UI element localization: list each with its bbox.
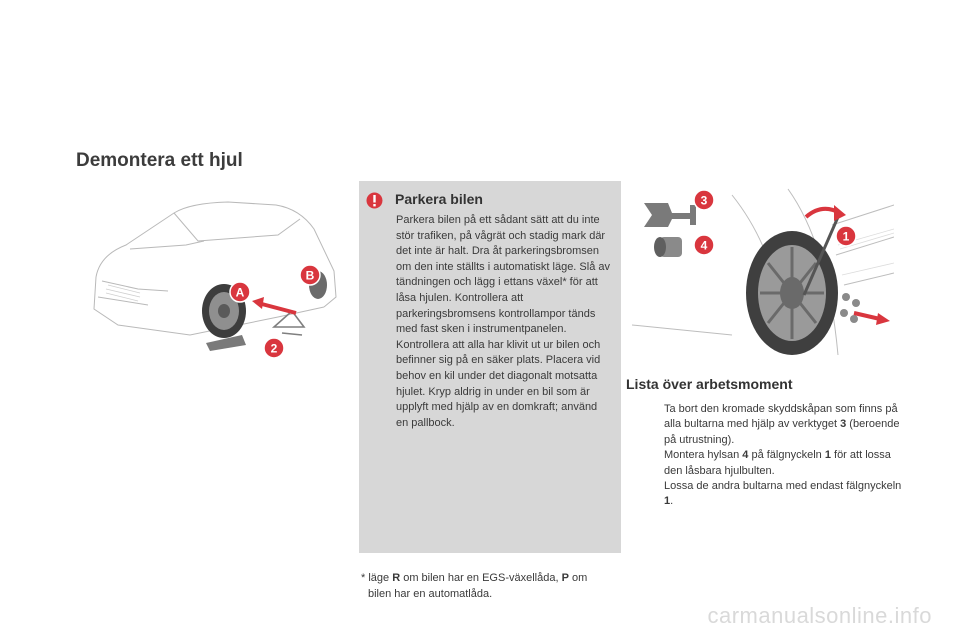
svg-text:2: 2 xyxy=(270,341,278,356)
step-text: för att lossa den låsbara hjulbulten. xyxy=(664,449,891,477)
warning-title: Parkera bilen xyxy=(395,191,483,207)
step-tool-ref: 3 xyxy=(840,418,847,431)
callout-b-icon xyxy=(300,265,320,285)
procedure-list xyxy=(626,402,908,510)
svg-text:B: B xyxy=(305,268,315,283)
svg-text:3: 3 xyxy=(700,193,708,208)
svg-text:1: 1 xyxy=(842,229,850,244)
footnote-gear-p: P xyxy=(561,572,569,584)
step-text: Montera hylsan xyxy=(664,449,743,462)
car-jack-illustration xyxy=(78,185,346,380)
step-text: . xyxy=(670,495,674,508)
watermark: carmanualsonline.info xyxy=(707,603,932,628)
step-tool-ref: 4 xyxy=(742,449,749,462)
callout-1-icon xyxy=(836,226,856,246)
list-item xyxy=(626,479,908,510)
callout-3-icon xyxy=(694,190,714,210)
step-text: Lossa de andra bultarna med endast fälgnyckeln xyxy=(664,480,902,493)
svg-text:4: 4 xyxy=(700,238,708,253)
step-text: (beroende på utrustning). xyxy=(664,418,900,446)
step-tool-ref: 1 xyxy=(664,495,671,508)
callout-a-icon xyxy=(230,282,250,302)
footnote-second-line: bilen har en automatlåda. xyxy=(368,587,493,600)
svg-text:A: A xyxy=(235,285,245,300)
list-item xyxy=(626,448,908,479)
warning-body: Parkera bilen på ett sådant sätt att du inte stör trafiken, på vågrät och stadig mark där det inte är halt. Dra åt parkeringsbromsen om den inte ställts i automatiskt läge. Slå av tändningen och lägg i ettans växel* för att låsa hjulen. Kontrollera att parkeringsbromsens kontrollampor tänds med fast sken i instrumentpanelen. Kontrollera att alla har klivit ut ur bilen och befinner sig på en säker plats. Placera vid behov en kil under det diagonalt motsatta hjulet. Kryp aldrig in under en bil som är upplyft med hjälp av en domkraft; använd en pallbock. xyxy=(396,214,610,429)
page-title: Demontera ett hjul xyxy=(76,150,243,171)
step-tool-ref: 1 xyxy=(824,449,831,462)
footnote xyxy=(361,571,623,602)
footnote-text-end: om xyxy=(568,572,588,584)
footnote-text-start: * läge xyxy=(361,572,393,584)
list-item xyxy=(626,402,908,448)
callout-4-icon xyxy=(694,235,714,255)
warning-exclamation-icon xyxy=(366,192,386,209)
step-text: på fälgnyckeln xyxy=(748,449,825,462)
footnote-text-middle: om bilen har en EGS-växellåda, xyxy=(400,572,562,584)
footnote-gear-r: R xyxy=(392,572,401,584)
procedure-title: Lista över arbetsmoment xyxy=(626,376,793,392)
wheel-tools-illustration xyxy=(632,185,894,360)
callout-2-icon xyxy=(264,338,284,358)
step-text: Ta bort den kromade skyddskåpan som finns på alla bultarna med hjälp av verktyget xyxy=(664,403,898,431)
